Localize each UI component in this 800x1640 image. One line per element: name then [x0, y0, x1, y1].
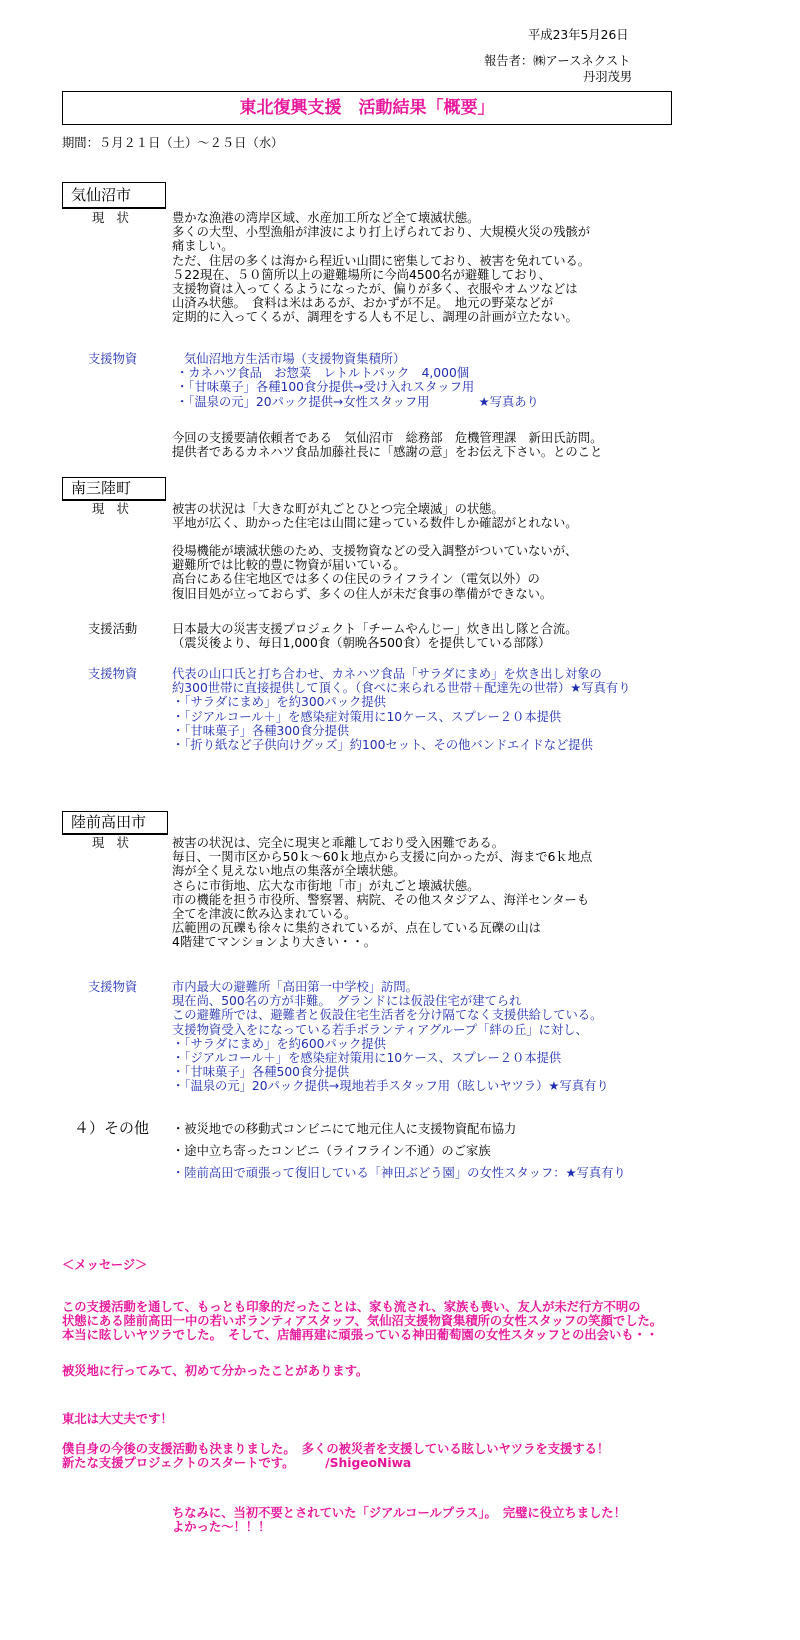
text-line: 豊かな漁港の湾岸区域、水産加工所など全て壊滅状態。	[172, 211, 480, 225]
text-line: 復旧目処が立っておらず、多くの住人が未だ食事の準備ができない。	[172, 586, 553, 601]
note-text	[172, 431, 602, 459]
city-name: 気仙沼市	[71, 186, 132, 204]
text-line: ・「ジアルコール＋」を感染症対策用に10ケース、スプレー２０本提供	[172, 1051, 562, 1066]
text-line: ・カネハツ食品 お惣菜 レトルトパック 4,000個	[176, 366, 470, 381]
other-line: ・途中立ち寄ったコンビニ（ライフライン不通）のご家族	[172, 1144, 491, 1158]
status-text	[172, 836, 592, 950]
status-text	[172, 502, 578, 530]
status-label: 現 状	[92, 211, 129, 225]
text-line: ・「甘味菓子」各種300食分提供	[172, 723, 350, 738]
city-name: 陸前高田市	[71, 813, 147, 831]
text-line: この支援活動を通して、もっとも印象的だったことは、家も流され、家族も喪い、友人が未だ行方不明の	[62, 1300, 641, 1314]
text-line: ・「温泉の元」20パック提供→女性スタッフ用 ★写真あり	[176, 394, 539, 409]
text-line: 現在尚、500名の方が非難。 グランドには仮設住宅が建てられ	[172, 994, 522, 1009]
text-line: 提供者であるカネハツ食品加藤社長に「感謝の意」をお伝え下さい。とのこと	[172, 445, 603, 460]
text-line: 被害の状況は「大きな町が丸ごとひとつ完全壊滅」の状態。	[172, 502, 504, 516]
text-line: 気仙沼地方生活市場（支援物資集積所）	[184, 352, 406, 366]
text-line: 支援物資受入をになっている若手ボランティアグループ「絆の丘」に対し、	[172, 1022, 588, 1037]
text-line: ・「甘味菓子」各種500食分提供	[172, 1065, 350, 1080]
text-line: 新たな支援プロジェクトのスタートです。 /ShigeoNiwa	[62, 1456, 412, 1471]
text-line: （震災後より、毎日1,000食（朝晩各500食）を提供している部隊）	[172, 636, 551, 651]
activity-text	[172, 622, 578, 650]
period: 期間：５月２１日（土）～２５日（水）	[62, 136, 284, 150]
text-line: ・「温泉の元」20パック提供→現地若手スタッフ用（眩しいヤツラ）★写真有り	[172, 1079, 609, 1094]
message-para	[62, 1300, 662, 1343]
text-line: 多くの大型、小型漁船が津波により打上げられており、大規模火災の残骸が	[172, 225, 591, 240]
status-label: 現 状	[92, 502, 129, 516]
text-line: 市内最大の避難所「高田第一中学校」訪問。	[172, 980, 418, 994]
text-line: 定期的に入ってくるが、調理をする人も不足し、調理の計画が立たない。	[172, 310, 578, 325]
text-line: ・「サラダにまめ」を約600パック提供	[172, 1036, 386, 1051]
supply-text	[176, 352, 539, 409]
text-line: 毎日、一関市区から50ｋ～60ｋ地点から支援に向かったが、海まで6ｋ地点	[172, 850, 593, 865]
status-text-b	[172, 544, 577, 601]
activity-label: 支援活動	[88, 622, 138, 636]
status-text	[172, 211, 590, 325]
supply-text	[172, 667, 631, 752]
report-date: 平成23年5月26日	[528, 28, 629, 42]
text-line: 痛ましい。	[172, 239, 234, 254]
other-line: ・陸前高田で頑張って復旧している「神田ぶどう園」の女性スタッフ：★写真有り	[172, 1166, 626, 1180]
text-line: 市の機能を担う市役所、警察署、病院、その他スタジアム、海洋センターも	[172, 892, 590, 907]
text-line: ・「折り紙など子供向けグッズ」約100セット、その他バンドエイドなど提供	[172, 738, 593, 753]
city-heading-kesennuma	[62, 182, 166, 209]
text-line: 被害の状況は、完全に現実と乖離しており受入困難である。	[172, 836, 505, 850]
text-line: 支援物資は入ってくるようになったが、偏りが多く、衣服やオムツなどは	[172, 282, 578, 297]
text-line: 高台にある住宅地区では多くの住民のライフライン（電気以外）の	[172, 572, 540, 587]
text-line: 平地が広く、助かった住宅は山間に建っている数件しか確認がとれない。	[172, 516, 578, 531]
reporter-company: 報告者：㈱アースネクスト	[484, 54, 631, 68]
text-line: 避難所では比較的豊に物資が届いている。	[172, 558, 406, 573]
text-line: ただ、住居の多くは海から程近い山間に密集しており、被害を免れている。	[172, 253, 591, 268]
text-line: 僕自身の今後の支援活動も決まりました。 多くの被災者を支援している眩しいヤツラを支援する！	[62, 1442, 610, 1456]
supply-label: 支援物資	[88, 667, 138, 681]
text-line: 山済み状態。 食料は米はあるが、おかずが不足。 地元の野菜などが	[172, 296, 554, 311]
text-line: 代表の山口氏と打ち合わせ、カネハツ食品「サラダにまめ」を炊き出し対象の	[172, 667, 602, 681]
text-line: 全てを津波に飲み込まれている。	[172, 907, 357, 922]
text-line: 4階建てマンションより大きい・・。	[172, 935, 377, 950]
page-title: 東北復興支援 活動結果「概要」	[239, 98, 495, 118]
text-line: ・「ジアルコール＋」を感染症対策用に10ケース、スプレー２０本提供	[172, 709, 562, 724]
text-line: ・「サラダにまめ」を約300パック提供	[172, 695, 386, 710]
city-name: 南三陸町	[71, 479, 132, 497]
text-line: この避難所では、避難者と仮設住宅生活者を分け隔てなく支援供給している。	[172, 1008, 603, 1023]
text-line: 約300世帯に直接提供して頂く。（食べに来られる世帯＋配達先の世帯）★写真有り	[172, 681, 631, 696]
text-line: ちなみに、当初不要とされていた「ジアルコールプラス」。 完璧に役立ちました！	[172, 1506, 626, 1520]
text-line: 本当に眩しいヤツラでした。 そして、店舗再建に頑張っている神田葡萄園の女性スタッフとの出会いも・・	[62, 1328, 659, 1343]
text-line: よかった～！！！	[172, 1520, 271, 1535]
text-line: さらに市街地、広大な市街地「市」が丸ごと壊滅状態。	[172, 878, 480, 893]
text-line: 広範囲の瓦礫も徐々に集約されているが、点在している瓦礫の山は	[172, 921, 541, 936]
title-box	[62, 91, 672, 125]
other-line: ・被災地での移動式コンビニにて地元住人に支援物資配布協力	[172, 1122, 517, 1136]
message-para: 東北は大丈夫です！	[62, 1412, 173, 1426]
supply-label: 支援物資	[88, 352, 138, 366]
message-para	[172, 1506, 626, 1534]
text-line: 海が全く見えない地点の集落が全壊状態。	[172, 864, 406, 879]
text-line: 日本最大の災害支援プロジェクト「チームやんじー」炊き出し隊と合流。	[172, 622, 578, 636]
city-heading-rikuzentakata	[62, 811, 168, 835]
supply-label: 支援物資	[88, 980, 138, 994]
message-para	[62, 1442, 609, 1470]
text-line: ５22現在、５０箇所以上の避難場所に今尚4500名が避難しており、	[172, 267, 551, 282]
text-line: 今回の支援要請依頼者である 気仙沼市 総務部 危機管理課 新田氏訪問。	[172, 431, 603, 445]
reporter-name: 丹羽茂男	[583, 70, 633, 84]
other-heading: ４）その他	[74, 1119, 150, 1137]
message-para: 被災地に行ってみて、初めて分かったことがあります。	[62, 1364, 369, 1378]
message-heading: ＜メッセージ＞	[62, 1258, 148, 1272]
status-label: 現 状	[92, 836, 129, 850]
text-line: ・「甘味菓子」各種100食分提供→受け入れスタッフ用	[176, 380, 475, 395]
text-line: 状態にある陸前高田一中の若いボランティアスタッフ、気仙沼支援物資集積所の女性スタッフの笑顔でした。	[62, 1314, 663, 1329]
city-heading-minamisanriku	[62, 477, 166, 501]
text-line: 役場機能が壊滅状態のため、支援物資などの受入調整がついていないが、	[172, 544, 578, 558]
supply-text	[172, 980, 609, 1094]
